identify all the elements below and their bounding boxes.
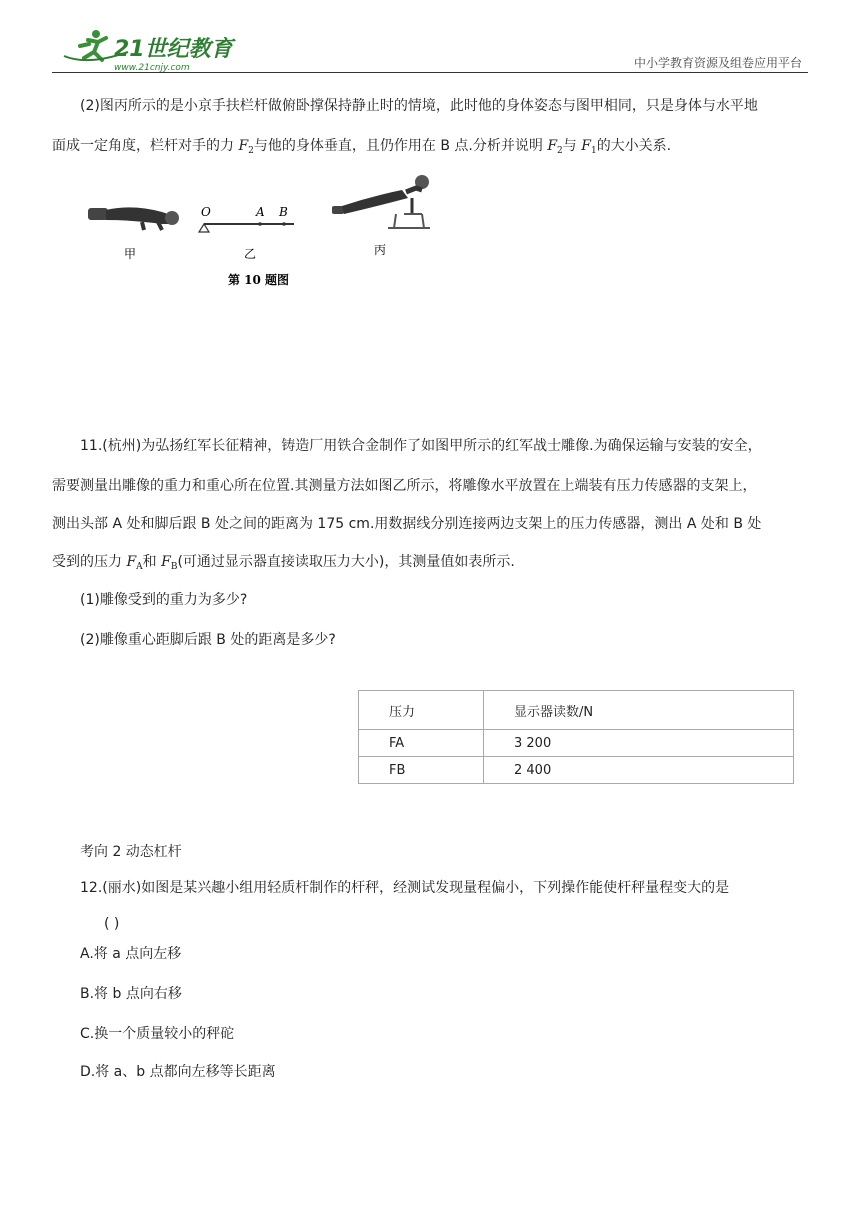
- q10-2-line1: (2)图丙所示的是小京手扶栏杆做俯卧撑保持静止时的情境，此时他的身体姿态与图甲相同，只是身体与水平地: [80, 98, 758, 114]
- q11-line4: 受到的压力 $F_A$和 $F_B$(可通过显示器直接读取压力大小)，其测量值如表所示.: [52, 554, 515, 572]
- pushup-figure-bing: [332, 175, 430, 228]
- q12-option-b: B.将 b 点向右移: [80, 986, 182, 1002]
- logo-url: www.21cnjy.com: [114, 63, 190, 73]
- pushup-figure-jia: [88, 207, 179, 230]
- table-header-cell: 压力: [359, 691, 484, 730]
- q11-sub2: (2)雕像重心距脚后跟 B 处的距离是多少?: [80, 632, 336, 648]
- figure-10: [82, 168, 442, 298]
- q12-option-a: A.将 a 点向左移: [80, 946, 182, 962]
- q11-line2: 需要测量出雕像的重力和重心所在位置.其测量方法如图乙所示，将雕像水平放置在上端装有压力传感器的支架上，: [52, 478, 757, 494]
- table-cell: 3 200: [484, 730, 794, 757]
- table-cell: FA: [359, 730, 484, 757]
- page-header: [0, 0, 860, 80]
- table-row: [359, 757, 794, 784]
- table-row: [359, 730, 794, 757]
- table-cell: 2 400: [484, 757, 794, 784]
- q11-line3: 测出头部 A 处和脚后跟 B 处之间的距离为 175 cm.用数据线分别连接两边支架上的压力传感器，测出 A 处和 B 处: [52, 516, 762, 532]
- figure-caption: 第 10 题图: [228, 273, 290, 287]
- header-divider: [52, 72, 808, 73]
- q11-sub1: (1)雕像受到的重力为多少?: [80, 592, 248, 608]
- q12-stem: 12.(丽水)如图是某兴趣小组用轻质杆制作的杆秤，经测试发现量程偏小，下列操作能使杆秤量程变大的是: [80, 880, 730, 896]
- label-b: B: [279, 205, 288, 219]
- caption-bing: 丙: [374, 243, 387, 257]
- logo-text: 21世纪教育: [114, 37, 233, 62]
- lever-diagram-yi: [199, 222, 294, 232]
- caption-yi: 乙: [244, 247, 257, 261]
- logo: [58, 26, 238, 76]
- q11-line1: 11.(杭州)为弘扬红军长征精神，铸造厂用铁合金制作了如图甲所示的红军战士雕像.为确保运输与安装的安全，: [80, 438, 762, 454]
- pressure-table: [358, 690, 794, 784]
- table-cell: FB: [359, 757, 484, 784]
- platform-name: 中小学教育资源及组卷应用平台: [633, 56, 802, 70]
- q12-option-d: D.将 a、b 点都向左移等长距离: [80, 1064, 276, 1080]
- section-title: 考向 2 动态杠杆: [80, 844, 182, 860]
- label-o: O: [201, 205, 211, 219]
- caption-jia: 甲: [124, 247, 137, 261]
- label-a: A: [256, 205, 265, 219]
- table-header-row: [359, 691, 794, 730]
- table-header-cell: 显示器读数/N: [484, 691, 794, 730]
- q12-answer-blank: ( ): [104, 916, 120, 932]
- q12-option-c: C.换一个质量较小的秤砣: [80, 1026, 235, 1042]
- q10-2-line2: 面成一定角度，栏杆对手的力 $F_2$与他的身体垂直，且仍作用在 B 点.分析并说明 $F_2$与 $F_1$的大小关系.: [52, 138, 672, 156]
